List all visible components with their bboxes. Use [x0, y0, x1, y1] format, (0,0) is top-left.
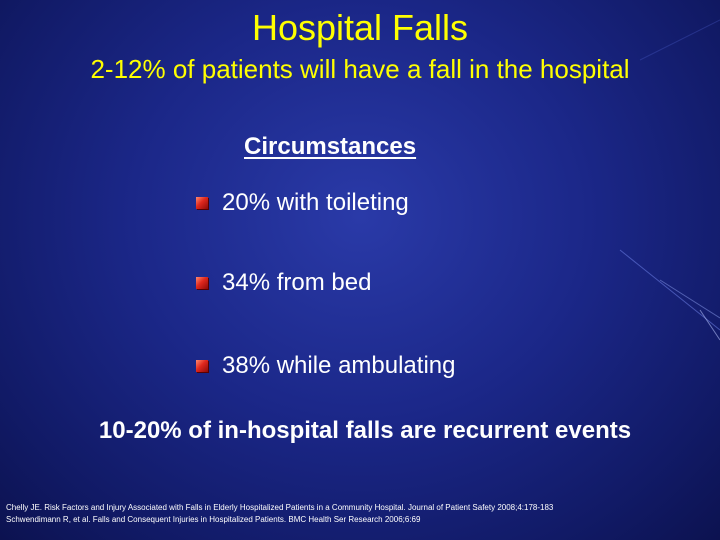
bullet-text: 34% from bed [222, 269, 372, 296]
bullet-item [196, 186, 409, 220]
references [6, 502, 553, 526]
bullet-text: 20% with toileting [222, 189, 409, 216]
reference-line: Chelly JE. Risk Factors and Injury Associated with Falls in Elderly Hospitalized Patients in a Community Hospital. Journal of Patient Safety 2008;4:178-183 [6, 503, 554, 512]
slide-title: Hospital Falls [251, 7, 469, 48]
footer-statement: 10-20% of in-hospital falls are recurrent events [98, 417, 632, 444]
bullet-text: 38% while ambulating [222, 352, 456, 379]
square-bullet-icon [196, 277, 208, 289]
reference-line: Schwendimann R, et al. Falls and Consequent Injuries in Hospitalized Patients. BMC Health Ser Research 2006;6:69 [6, 515, 421, 524]
section-heading: Circumstances [244, 133, 417, 160]
square-bullet-icon [196, 360, 208, 372]
square-bullet-icon [196, 197, 208, 209]
bullet-item [196, 266, 371, 300]
bullet-item [196, 349, 455, 383]
slide-subtitle: 2-12% of patients will have a fall in the hospital [90, 54, 630, 84]
